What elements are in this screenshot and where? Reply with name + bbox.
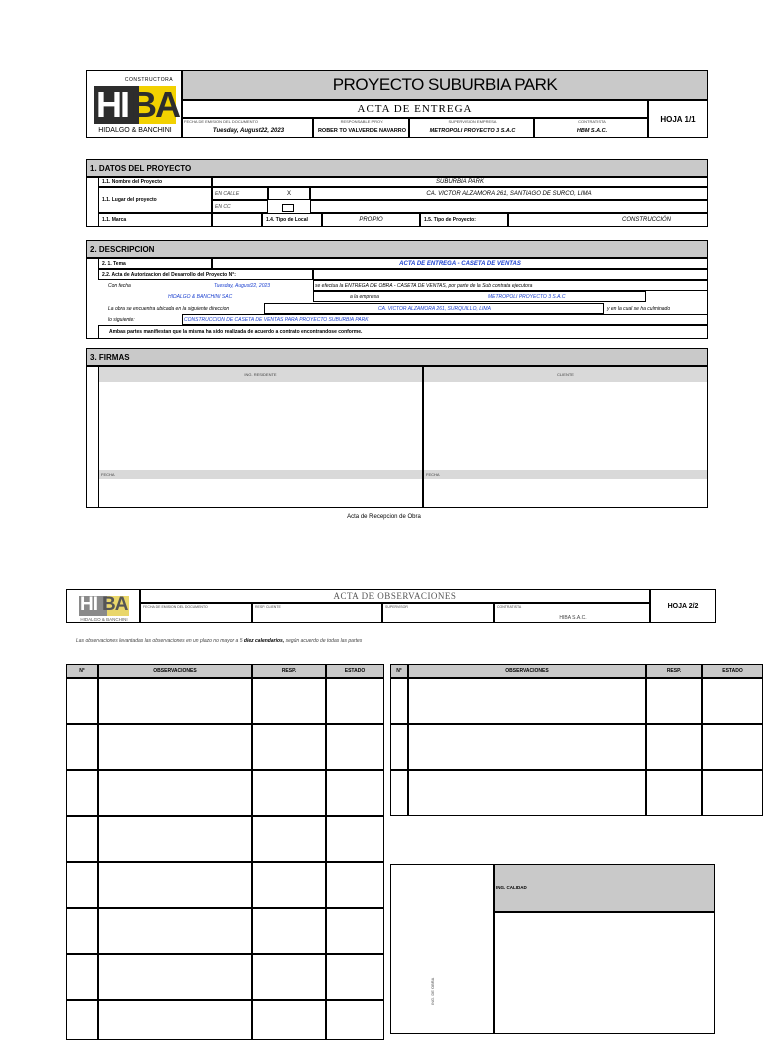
obs-cell[interactable]	[390, 724, 408, 770]
section-datos-proyecto: 1. DATOS DEL PROYECTO	[86, 159, 708, 177]
calidad-signature[interactable]	[494, 912, 715, 1034]
obs-cell[interactable]	[252, 954, 326, 1000]
label-nombre: 1.1. Nombre del Proyecto	[98, 177, 212, 187]
obs-cell[interactable]	[252, 724, 326, 770]
obs-cell[interactable]	[66, 816, 98, 862]
text-culminado: y en la cual se ha culminado	[607, 306, 671, 312]
obs-cell[interactable]	[66, 724, 98, 770]
label-cliente: CLIENTE	[424, 367, 707, 382]
value-trabajo: CONSTRUCCION DE CASETA DE VENTAS PARA PROYECTO SUBURBIA PARK	[184, 317, 369, 323]
label-ing-residente: ING. RESIDENTE	[99, 367, 422, 382]
obs-cell[interactable]	[252, 816, 326, 862]
obs-cell[interactable]	[66, 908, 98, 954]
obs-cell[interactable]	[66, 770, 98, 816]
obs-cell[interactable]	[408, 724, 646, 770]
logo-constructora: CONSTRUCTORA	[124, 77, 174, 83]
company-logo	[86, 70, 182, 138]
project-title: PROYECTO SUBURBIA PARK	[182, 70, 708, 100]
label-marca: 1.1. Marca	[98, 213, 212, 227]
checkbox-en-cc[interactable]	[282, 204, 294, 212]
section-firmas: 3. FIRMAS	[86, 348, 708, 366]
obs-cell[interactable]	[252, 1000, 326, 1040]
obs-cell[interactable]	[646, 724, 702, 770]
obs-cell[interactable]	[326, 816, 384, 862]
label-tema: 2. 1. Tema	[98, 258, 212, 269]
label-lugar: 1.1. Lugar del proyecto	[98, 187, 212, 213]
obs-cell[interactable]	[646, 770, 702, 816]
field-supervision: SUPERVISION EMPRESA METROPOLI PROYECTO 3 S.A.C	[409, 118, 534, 138]
obs-header-cell: OBSERVACIONES	[98, 664, 252, 678]
observaciones-title: ACTA DE OBSERVACIONES	[140, 589, 650, 603]
observaciones-note: Las observaciones levantadas las observaciones en un plazo no mayor a 5 diez calendarios, según acuerdo de todas las partes	[76, 638, 363, 644]
obs-header-cell: OBSERVACIONES	[408, 664, 646, 678]
field-fecha: FECHA DE EMISION DEL DOCUMENTO Tuesday, August22, 2023	[182, 118, 313, 138]
label-tipo-proyecto: 1.5. Tipo de Proyecto:	[420, 213, 508, 227]
signature-cliente[interactable]	[423, 366, 708, 508]
obs-cell[interactable]	[98, 1000, 252, 1040]
obs-cell[interactable]	[408, 770, 646, 816]
obs-cell[interactable]	[702, 724, 763, 770]
page-number: HOJA 1/1	[648, 100, 708, 138]
label-fecha-residente: FECHA	[99, 470, 422, 479]
text-efectua: se efectua la ENTREGA DE OBRA - CASETA DE VENTAS, por parte de la Sub contrata ejecutora	[315, 283, 533, 289]
obs-cell[interactable]	[646, 678, 702, 724]
label-en-cc: EN CC	[212, 200, 268, 213]
value-nombre: SUBURBIA PARK	[212, 177, 708, 187]
obra-signature-box[interactable]	[390, 864, 494, 1034]
obs-cell[interactable]	[252, 770, 326, 816]
obs-cell[interactable]	[252, 908, 326, 954]
company-logo-2: HI BA HIDALGO & BANCHINI	[66, 589, 140, 623]
text-a-la-empresa: a la empresa	[350, 294, 379, 300]
obs-cell[interactable]	[326, 770, 384, 816]
field-responsable: RESPONSABLE PROY. ROBER TO VALVERDE NAVARRO	[313, 118, 409, 138]
obs-cell[interactable]	[326, 724, 384, 770]
page-number-2: HOJA 2/2	[650, 589, 716, 623]
value-direccion: CA. VICTOR ALZAMORA 261, SANTIAGO DE SURCO, LIMA	[310, 187, 708, 200]
obs-cell[interactable]	[66, 678, 98, 724]
checkbox-en-calle[interactable]: X	[268, 187, 310, 200]
logo-mark: HI BA	[96, 84, 179, 125]
signature-residente[interactable]	[98, 366, 423, 508]
obs-cell[interactable]	[98, 862, 252, 908]
label-en-calle: EN CALLE	[212, 187, 268, 200]
label-fecha-cliente: FECHA	[424, 470, 707, 479]
obs-header-cell: ESTADO	[702, 664, 763, 678]
obs-header-cell: RESP.	[252, 664, 326, 678]
footer-text: Acta de Recepcion de Obra	[347, 514, 421, 520]
obs-cell[interactable]	[98, 724, 252, 770]
label-ing-obra: ING. DE OBRA	[430, 977, 435, 1005]
obs-cell[interactable]	[66, 862, 98, 908]
obs-header-cell: N°	[390, 664, 408, 678]
value-empresa2: METROPOLI PROYECTO 3 S.A.C	[488, 294, 566, 300]
obs-cell[interactable]	[98, 678, 252, 724]
value-empresa1: HIDALGO & BANCHINI SAC	[168, 294, 233, 300]
obs-cell[interactable]	[326, 908, 384, 954]
obs-cell[interactable]	[98, 770, 252, 816]
text-lo-siguiente: lo siguiente:	[108, 317, 135, 323]
text-ambas-partes: Ambas partes manifiestan que la misma ha sido realizada de acuerdo a contrato encontrandose conforme.	[98, 325, 708, 339]
section-descripcion: 2. DESCRIPCION	[86, 240, 708, 258]
obs-cell[interactable]	[252, 862, 326, 908]
text-obra-ubicada: La obra se encuentra ubicada en la siguiente direccion	[108, 306, 230, 312]
obs-cell[interactable]	[408, 678, 646, 724]
label-acta: 2.2. Acta de Autorizacion del Desarrollo del Proyecto N°:	[98, 269, 313, 280]
value-tipo-local: PROPIO	[322, 213, 420, 227]
obs-cell[interactable]	[66, 954, 98, 1000]
obs-cell[interactable]	[390, 770, 408, 816]
obs-header-cell: RESP.	[646, 664, 702, 678]
obs-cell[interactable]	[702, 678, 763, 724]
obs-cell[interactable]	[98, 954, 252, 1000]
obs-cell[interactable]	[66, 1000, 98, 1040]
obs-cell[interactable]	[98, 816, 252, 862]
value-tipo-proyecto: CONSTRUCCIÓN	[508, 213, 708, 227]
obs-cell[interactable]	[326, 1000, 384, 1040]
obs-cell[interactable]	[252, 678, 326, 724]
obs-cell[interactable]	[326, 678, 384, 724]
obs-cell[interactable]	[326, 862, 384, 908]
obs-cell[interactable]	[326, 954, 384, 1000]
logo-name: HIDALGO & BANCHINI	[98, 127, 172, 134]
calidad-header: ING. CALIDAD	[494, 864, 715, 912]
value-fecha-desc: Tuesday, August22, 2023	[214, 283, 271, 289]
obs-header-cell: N°	[66, 664, 98, 678]
value-direccion2: CA. VICTOR ALZAMORA 261, SURQUILLO, LIMA	[378, 306, 491, 312]
obs-cell[interactable]	[702, 770, 763, 816]
field-contratista: CONTRATISTA HBM S.A.C.	[534, 118, 648, 138]
value-tema: ACTA DE ENTREGA - CASETA DE VENTAS	[212, 258, 708, 269]
obs-header-cell: ESTADO	[326, 664, 384, 678]
obs-cell[interactable]	[98, 908, 252, 954]
label-tipo-local: 1.4. Tipo de Local	[262, 213, 322, 227]
label-con-fecha: Con fecha	[108, 283, 131, 289]
document-subtitle: ACTA DE ENTREGA	[182, 100, 648, 118]
obs-cell[interactable]	[390, 678, 408, 724]
